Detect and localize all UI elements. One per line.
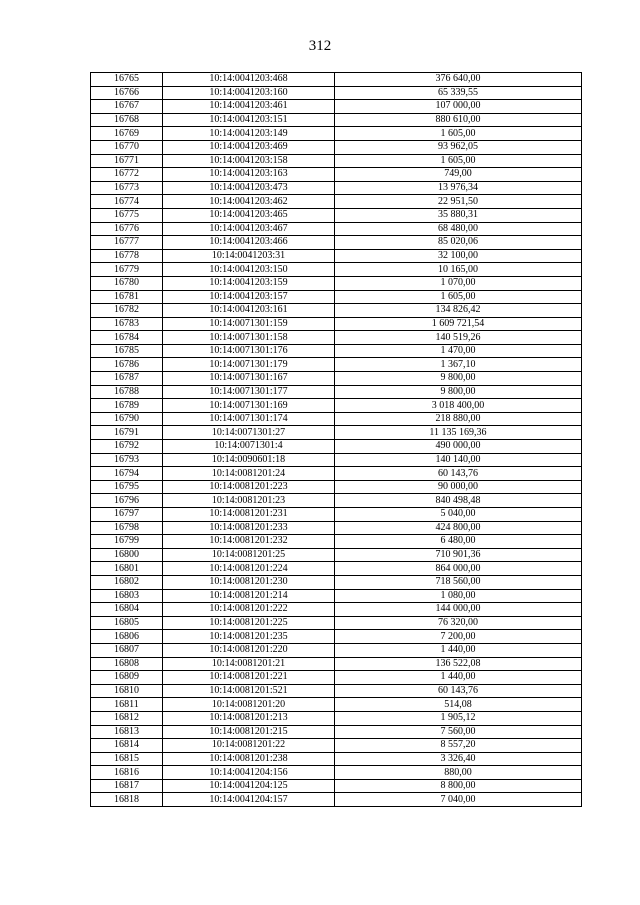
table-row: [91, 548, 582, 562]
row-number-cell: 16802: [91, 575, 163, 589]
row-number-cell: 16783: [91, 317, 163, 331]
table-row: [91, 304, 582, 318]
cadastral-number-cell: 10:14:0081201:225: [163, 616, 335, 630]
row-number-cell: 16807: [91, 643, 163, 657]
table-row: [91, 575, 582, 589]
cadastral-value-cell: 10 165,00: [335, 263, 582, 277]
cadastral-value-cell: 840 498,48: [335, 494, 582, 508]
cadastral-value-cell: 22 951,50: [335, 195, 582, 209]
cadastral-value-cell: 1 070,00: [335, 276, 582, 290]
cadastral-number-cell: 10:14:0081201:521: [163, 684, 335, 698]
row-number-cell: 16785: [91, 344, 163, 358]
row-number-cell: 16782: [91, 304, 163, 318]
cadastral-number-cell: 10:14:0081201:221: [163, 671, 335, 685]
cadastral-number-cell: 10:14:0041203:468: [163, 73, 335, 87]
cadastral-number-cell: 10:14:0081201:25: [163, 548, 335, 562]
cadastral-number-cell: 10:14:0071301:158: [163, 331, 335, 345]
cadastral-value-cell: 9 800,00: [335, 372, 582, 386]
row-number-cell: 16794: [91, 467, 163, 481]
table-body: [91, 73, 582, 807]
row-number-cell: 16815: [91, 752, 163, 766]
cadastral-value-cell: 3 326,40: [335, 752, 582, 766]
cadastral-number-cell: 10:14:0071301:177: [163, 385, 335, 399]
row-number-cell: 16778: [91, 249, 163, 263]
cadastral-number-cell: 10:14:0081201:214: [163, 589, 335, 603]
cadastral-value-cell: 85 020,06: [335, 236, 582, 250]
cadastral-number-cell: 10:14:0081201:235: [163, 630, 335, 644]
table-row: [91, 589, 582, 603]
table-row: [91, 100, 582, 114]
table-row: [91, 208, 582, 222]
table-row: [91, 168, 582, 182]
table-row: [91, 480, 582, 494]
row-number-cell: 16776: [91, 222, 163, 236]
cadastral-value-cell: 7 040,00: [335, 793, 582, 807]
row-number-cell: 16784: [91, 331, 163, 345]
cadastral-value-cell: 6 480,00: [335, 535, 582, 549]
cadastral-value-cell: 218 880,00: [335, 412, 582, 426]
table-row: [91, 711, 582, 725]
cadastral-number-cell: 10:14:0041203:163: [163, 168, 335, 182]
cadastral-number-cell: 10:14:0041203:157: [163, 290, 335, 304]
table-row: [91, 603, 582, 617]
table-row: [91, 290, 582, 304]
cadastral-value-cell: 864 000,00: [335, 562, 582, 576]
cadastral-value-cell: 68 480,00: [335, 222, 582, 236]
cadastral-value-cell: 1 605,00: [335, 154, 582, 168]
row-number-cell: 16818: [91, 793, 163, 807]
cadastral-number-cell: 10:14:0081201:21: [163, 657, 335, 671]
cadastral-number-cell: 10:14:0090601:18: [163, 453, 335, 467]
row-number-cell: 16808: [91, 657, 163, 671]
cadastral-number-cell: 10:14:0071301:27: [163, 426, 335, 440]
cadastral-number-cell: 10:14:0081201:224: [163, 562, 335, 576]
cadastral-value-cell: 1 605,00: [335, 290, 582, 304]
cadastral-number-cell: 10:14:0081201:220: [163, 643, 335, 657]
cadastral-number-cell: 10:14:0081201:22: [163, 739, 335, 753]
table-row: [91, 793, 582, 807]
row-number-cell: 16812: [91, 711, 163, 725]
row-number-cell: 16770: [91, 140, 163, 154]
cadastral-number-cell: 10:14:0081201:233: [163, 521, 335, 535]
table-row: [91, 344, 582, 358]
cadastral-value-cell: 880,00: [335, 766, 582, 780]
cadastral-number-cell: 10:14:0041203:462: [163, 195, 335, 209]
table-row: [91, 752, 582, 766]
row-number-cell: 16772: [91, 168, 163, 182]
cadastral-number-cell: 10:14:0041203:158: [163, 154, 335, 168]
row-number-cell: 16777: [91, 236, 163, 250]
row-number-cell: 16816: [91, 766, 163, 780]
row-number-cell: 16797: [91, 508, 163, 522]
cadastral-number-cell: 10:14:0041203:466: [163, 236, 335, 250]
row-number-cell: 16790: [91, 412, 163, 426]
cadastral-number-cell: 10:14:0071301:4: [163, 440, 335, 454]
cadastral-value-cell: 140 140,00: [335, 453, 582, 467]
cadastral-value-cell: 376 640,00: [335, 73, 582, 87]
table-row: [91, 426, 582, 440]
cadastral-value-cell: 424 800,00: [335, 521, 582, 535]
cadastral-value-cell: 3 018 400,00: [335, 399, 582, 413]
table-row: [91, 140, 582, 154]
cadastral-number-cell: 10:14:0041204:125: [163, 779, 335, 793]
cadastral-value-cell: 8 800,00: [335, 779, 582, 793]
cadastral-value-cell: 1 609 721,54: [335, 317, 582, 331]
table-row: [91, 440, 582, 454]
cadastral-number-cell: 10:14:0081201:222: [163, 603, 335, 617]
row-number-cell: 16806: [91, 630, 163, 644]
table-row: [91, 698, 582, 712]
row-number-cell: 16814: [91, 739, 163, 753]
table-row: [91, 249, 582, 263]
row-number-cell: 16798: [91, 521, 163, 535]
row-number-cell: 16775: [91, 208, 163, 222]
row-number-cell: 16789: [91, 399, 163, 413]
cadastral-value-cell: 107 000,00: [335, 100, 582, 114]
row-number-cell: 16817: [91, 779, 163, 793]
cadastral-number-cell: 10:14:0081201:230: [163, 575, 335, 589]
cadastral-value-cell: 1 080,00: [335, 589, 582, 603]
row-number-cell: 16796: [91, 494, 163, 508]
row-number-cell: 16810: [91, 684, 163, 698]
table-row: [91, 263, 582, 277]
cadastral-number-cell: 10:14:0041203:465: [163, 208, 335, 222]
cadastral-value-cell: 514,08: [335, 698, 582, 712]
cadastral-number-cell: 10:14:0081201:232: [163, 535, 335, 549]
cadastral-number-cell: 10:14:0081201:213: [163, 711, 335, 725]
cadastral-number-cell: 10:14:0081201:215: [163, 725, 335, 739]
cadastral-number-cell: 10:14:0081201:238: [163, 752, 335, 766]
table-row: [91, 372, 582, 386]
cadastral-value-cell: 710 901,36: [335, 548, 582, 562]
cadastral-value-cell: 1 905,12: [335, 711, 582, 725]
row-number-cell: 16804: [91, 603, 163, 617]
cadastral-number-cell: 10:14:0041203:473: [163, 181, 335, 195]
cadastral-number-cell: 10:14:0041204:157: [163, 793, 335, 807]
cadastral-number-cell: 10:14:0081201:231: [163, 508, 335, 522]
table-row: [91, 331, 582, 345]
table-row: [91, 508, 582, 522]
cadastral-number-cell: 10:14:0071301:167: [163, 372, 335, 386]
cadastral-value-cell: 32 100,00: [335, 249, 582, 263]
cadastral-number-cell: 10:14:0071301:174: [163, 412, 335, 426]
cadastral-value-cell: 718 560,00: [335, 575, 582, 589]
cadastral-value-cell: 1 605,00: [335, 127, 582, 141]
table-row: [91, 113, 582, 127]
row-number-cell: 16786: [91, 358, 163, 372]
table-row: [91, 181, 582, 195]
cadastral-value-cell: 7 200,00: [335, 630, 582, 644]
cadastral-number-cell: 10:14:0041203:149: [163, 127, 335, 141]
cadastral-number-cell: 10:14:0071301:169: [163, 399, 335, 413]
table-row: [91, 725, 582, 739]
table-row: [91, 684, 582, 698]
cadastral-number-cell: 10:14:0041203:469: [163, 140, 335, 154]
table-row: [91, 779, 582, 793]
cadastral-value-cell: 8 557,20: [335, 739, 582, 753]
table-row: [91, 385, 582, 399]
table-row: [91, 739, 582, 753]
table-row: [91, 222, 582, 236]
cadastral-value-cell: 144 000,00: [335, 603, 582, 617]
row-number-cell: 16766: [91, 86, 163, 100]
row-number-cell: 16788: [91, 385, 163, 399]
cadastral-value-cell: 76 320,00: [335, 616, 582, 630]
row-number-cell: 16787: [91, 372, 163, 386]
cadastral-number-cell: 10:14:0081201:24: [163, 467, 335, 481]
table-row: [91, 467, 582, 481]
cadastral-number-cell: 10:14:0041203:31: [163, 249, 335, 263]
cadastral-value-cell: 490 000,00: [335, 440, 582, 454]
row-number-cell: 16805: [91, 616, 163, 630]
cadastral-number-cell: 10:14:0041203:150: [163, 263, 335, 277]
cadastral-value-cell: 13 976,34: [335, 181, 582, 195]
row-number-cell: 16809: [91, 671, 163, 685]
table-row: [91, 73, 582, 87]
table-row: [91, 358, 582, 372]
table-row: [91, 276, 582, 290]
cadastral-number-cell: 10:14:0041203:160: [163, 86, 335, 100]
table-row: [91, 412, 582, 426]
row-number-cell: 16768: [91, 113, 163, 127]
row-number-cell: 16769: [91, 127, 163, 141]
page-number: 312: [308, 38, 332, 54]
table-row: [91, 671, 582, 685]
row-number-cell: 16801: [91, 562, 163, 576]
cadastral-value-cell: 1 440,00: [335, 671, 582, 685]
row-number-cell: 16799: [91, 535, 163, 549]
cadastral-value-cell: 749,00: [335, 168, 582, 182]
cadastral-value-cell: 65 339,55: [335, 86, 582, 100]
cadastral-number-cell: 10:14:0081201:223: [163, 480, 335, 494]
table-row: [91, 154, 582, 168]
row-number-cell: 16792: [91, 440, 163, 454]
row-number-cell: 16811: [91, 698, 163, 712]
cadastral-number-cell: 10:14:0041203:161: [163, 304, 335, 318]
table-row: [91, 86, 582, 100]
row-number-cell: 16765: [91, 73, 163, 87]
cadastral-value-cell: 7 560,00: [335, 725, 582, 739]
cadastral-number-cell: 10:14:0041203:461: [163, 100, 335, 114]
table-row: [91, 521, 582, 535]
cadastral-number-cell: 10:14:0071301:179: [163, 358, 335, 372]
cadastral-value-cell: 9 800,00: [335, 385, 582, 399]
cadastral-value-cell: 1 440,00: [335, 643, 582, 657]
table-row: [91, 535, 582, 549]
table-row: [91, 195, 582, 209]
table-row: [91, 657, 582, 671]
cadastral-value-cell: 5 040,00: [335, 508, 582, 522]
table-row: [91, 766, 582, 780]
row-number-cell: 16791: [91, 426, 163, 440]
cadastral-number-cell: 10:14:0041203:159: [163, 276, 335, 290]
table-row: [91, 562, 582, 576]
table-row: [91, 616, 582, 630]
row-number-cell: 16773: [91, 181, 163, 195]
row-number-cell: 16813: [91, 725, 163, 739]
row-number-cell: 16771: [91, 154, 163, 168]
cadastral-value-cell: 60 143,76: [335, 467, 582, 481]
table-row: [91, 643, 582, 657]
cadastral-number-cell: 10:14:0041204:156: [163, 766, 335, 780]
cadastral-number-cell: 10:14:0071301:159: [163, 317, 335, 331]
cadastral-value-cell: 35 880,31: [335, 208, 582, 222]
cadastral-value-cell: 11 135 169,36: [335, 426, 582, 440]
row-number-cell: 16767: [91, 100, 163, 114]
cadastral-value-cell: 60 143,76: [335, 684, 582, 698]
cadastral-number-cell: 10:14:0041203:151: [163, 113, 335, 127]
cadastral-value-cell: 134 826,42: [335, 304, 582, 318]
row-number-cell: 16795: [91, 480, 163, 494]
cadastral-value-cell: 90 000,00: [335, 480, 582, 494]
cadastral-value-table: [90, 72, 582, 807]
cadastral-number-cell: 10:14:0081201:23: [163, 494, 335, 508]
table-row: [91, 399, 582, 413]
row-number-cell: 16774: [91, 195, 163, 209]
cadastral-number-cell: 10:14:0041203:467: [163, 222, 335, 236]
row-number-cell: 16793: [91, 453, 163, 467]
table-row: [91, 630, 582, 644]
table-row: [91, 317, 582, 331]
table-row: [91, 494, 582, 508]
row-number-cell: 16800: [91, 548, 163, 562]
cadastral-value-cell: 880 610,00: [335, 113, 582, 127]
row-number-cell: 16781: [91, 290, 163, 304]
cadastral-value-cell: 1 470,00: [335, 344, 582, 358]
table-row: [91, 127, 582, 141]
cadastral-value-cell: 1 367,10: [335, 358, 582, 372]
row-number-cell: 16780: [91, 276, 163, 290]
table-row: [91, 453, 582, 467]
cadastral-number-cell: 10:14:0081201:20: [163, 698, 335, 712]
cadastral-number-cell: 10:14:0071301:176: [163, 344, 335, 358]
cadastral-value-cell: 140 519,26: [335, 331, 582, 345]
row-number-cell: 16803: [91, 589, 163, 603]
row-number-cell: 16779: [91, 263, 163, 277]
cadastral-value-cell: 136 522,08: [335, 657, 582, 671]
table-row: [91, 236, 582, 250]
cadastral-value-cell: 93 962,05: [335, 140, 582, 154]
